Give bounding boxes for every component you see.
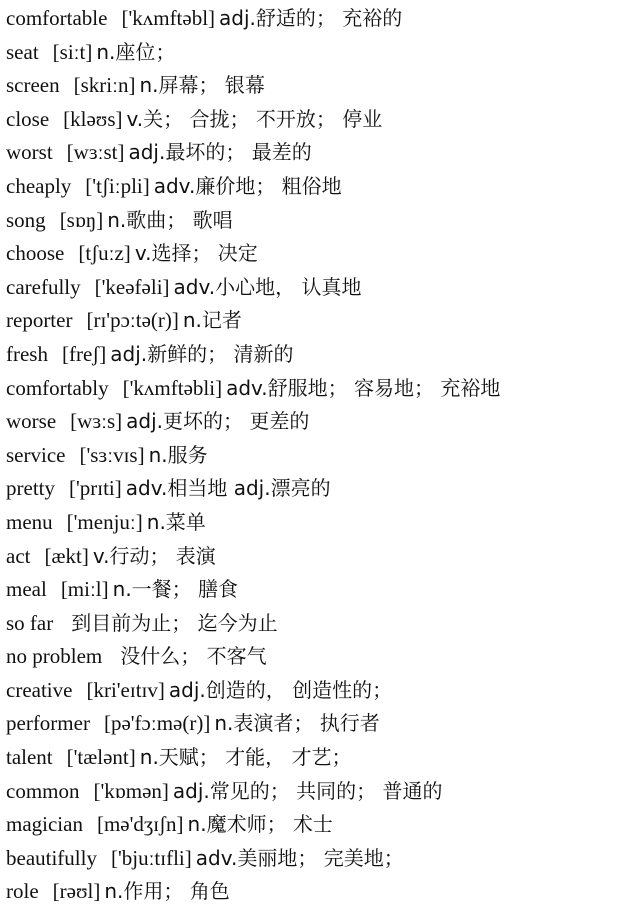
word: meal [6,577,47,602]
phonetic: [freʃ] [61,341,107,366]
phonetic: [wɜːst] [66,140,125,165]
vocab-entry-talent [6,741,636,775]
word: carefully [6,274,81,299]
meaning: v.行动； 表演 [92,543,216,568]
meaning: n.魔术师； 术士 [187,812,333,837]
word: act [6,543,31,568]
word: common [6,778,80,803]
phonetic: ['menjuː] [66,509,143,534]
vocab-entry-comfortable [6,2,636,36]
word: worst [6,140,53,165]
word: song [6,207,46,232]
meaning: adj.创造的， 创造性的； [168,677,393,702]
vocab-entry-service [6,439,636,473]
phonetic: [kləʊs] [63,106,123,131]
meaning: n.歌曲； 歌唱 [107,207,233,232]
word: talent [6,745,53,770]
vocab-entry-so-far [6,607,636,641]
phonetic: ['kʌmftəbl] [121,6,216,30]
phonetic: ['prɪti] [68,476,122,501]
phonetic: ['kʌmftəbli] [122,375,223,400]
meaning: n.服务 [148,442,208,467]
phonetic: [kri'eɪtɪv] [86,677,165,702]
meaning: adv.小心地， 认真地 [173,274,362,299]
word: choose [6,241,65,266]
vocab-entry-carefully [6,271,636,305]
vocab-entry-act [6,540,636,574]
meaning: v.选择； 决定 [134,241,258,266]
meaning: n.表演者； 执行者 [214,711,380,736]
phonetic: ['tælənt] [66,745,136,770]
word: seat [6,39,39,64]
meaning: adv.廉价地； 粗俗地 [153,173,342,198]
word: magician [6,812,83,837]
phonetic: ['bjuːtɪfli] [110,845,192,870]
vocab-entry-beautifully [6,842,636,876]
vocab-entry-reporter [6,304,636,338]
word: pretty [6,476,55,501]
word: menu [6,509,53,534]
meaning: n.屏幕； 银幕 [139,73,265,98]
vocab-entry-worse [6,405,636,439]
vocab-entry-choose [6,237,636,271]
vocab-entry-no-problem [6,640,636,674]
phonetic: [rəʊl] [52,879,101,904]
vocab-entry-magician [6,808,636,842]
phonetic: [ækt] [44,543,89,568]
phonetic: [sɒŋ] [59,207,104,232]
vocab-entry-creative [6,674,636,708]
meaning: adv.舒服地； 容易地； 充裕地 [226,375,501,400]
phonetic: [rɪ'pɔːtə(r)] [86,308,179,333]
word: comfortable [6,6,108,30]
meaning: 没什么； 不客气 [120,644,267,669]
vocab-entry-screen [6,69,636,103]
vocab-entry-fresh [6,338,636,372]
meaning: v.关； 合拢； 不开放； 停业 [126,106,383,131]
word: comfortably [6,375,109,400]
vocabulary-list [6,2,636,909]
word: no problem [6,644,103,669]
meaning: 到目前为止； 迄今为止 [71,610,278,635]
vocab-entry-worst [6,136,636,170]
phonetic: [skriːn] [73,73,136,98]
phonetic: ['kɒmən] [93,778,169,803]
word: cheaply [6,173,72,198]
vocab-entry-performer [6,707,636,741]
vocab-entry-comfortably [6,372,636,406]
meaning: n.记者 [182,308,242,333]
vocab-entry-seat [6,36,636,70]
word: fresh [6,341,48,366]
meaning: adj.常见的； 共同的； 普通的 [172,778,443,803]
meaning: n.座位； [96,39,176,64]
word: reporter [6,308,73,333]
meaning: n.菜单 [146,509,206,534]
word: close [6,106,50,131]
phonetic: [mə'dʒɪʃn] [96,812,184,837]
word: screen [6,73,60,98]
meaning: adj.更坏的； 更差的 [126,409,310,434]
meaning: n.天赋； 才能， 才艺； [139,745,352,770]
vocab-entry-close [6,103,636,137]
word: service [6,442,66,467]
meaning: adv.美丽地； 完美地； [195,845,404,870]
word: worse [6,409,57,434]
phonetic: ['sɜːvɪs] [79,442,145,467]
phonetic: [miːl] [60,577,109,602]
word: so far [6,610,54,635]
meaning: n.作用； 角色 [104,879,230,904]
vocab-entry-cheaply [6,170,636,204]
meaning: n.一餐； 膳食 [112,577,239,602]
vocab-entry-common [6,775,636,809]
word: role [6,879,39,904]
phonetic: [wɜːs] [70,409,123,434]
meaning: adj.舒适的； 充裕的 [219,6,403,30]
phonetic: [tʃuːz] [78,241,131,266]
phonetic: [siːt] [52,39,93,64]
word: creative [6,677,73,702]
phonetic: ['keəfəli] [94,274,170,299]
vocab-entry-menu [6,506,636,540]
phonetic: [pə'fɔːmə(r)] [103,711,211,736]
vocab-entry-song [6,204,636,238]
phonetic: ['tʃiːpli] [85,173,150,198]
word: performer [6,711,90,736]
meaning: adv.相当地 adj.漂亮的 [125,476,331,501]
word: beautifully [6,845,97,870]
vocab-entry-pretty [6,472,636,506]
meaning: adj.新鲜的； 清新的 [110,341,294,366]
meaning: adj.最坏的； 最差的 [128,140,312,165]
vocab-entry-meal [6,573,636,607]
